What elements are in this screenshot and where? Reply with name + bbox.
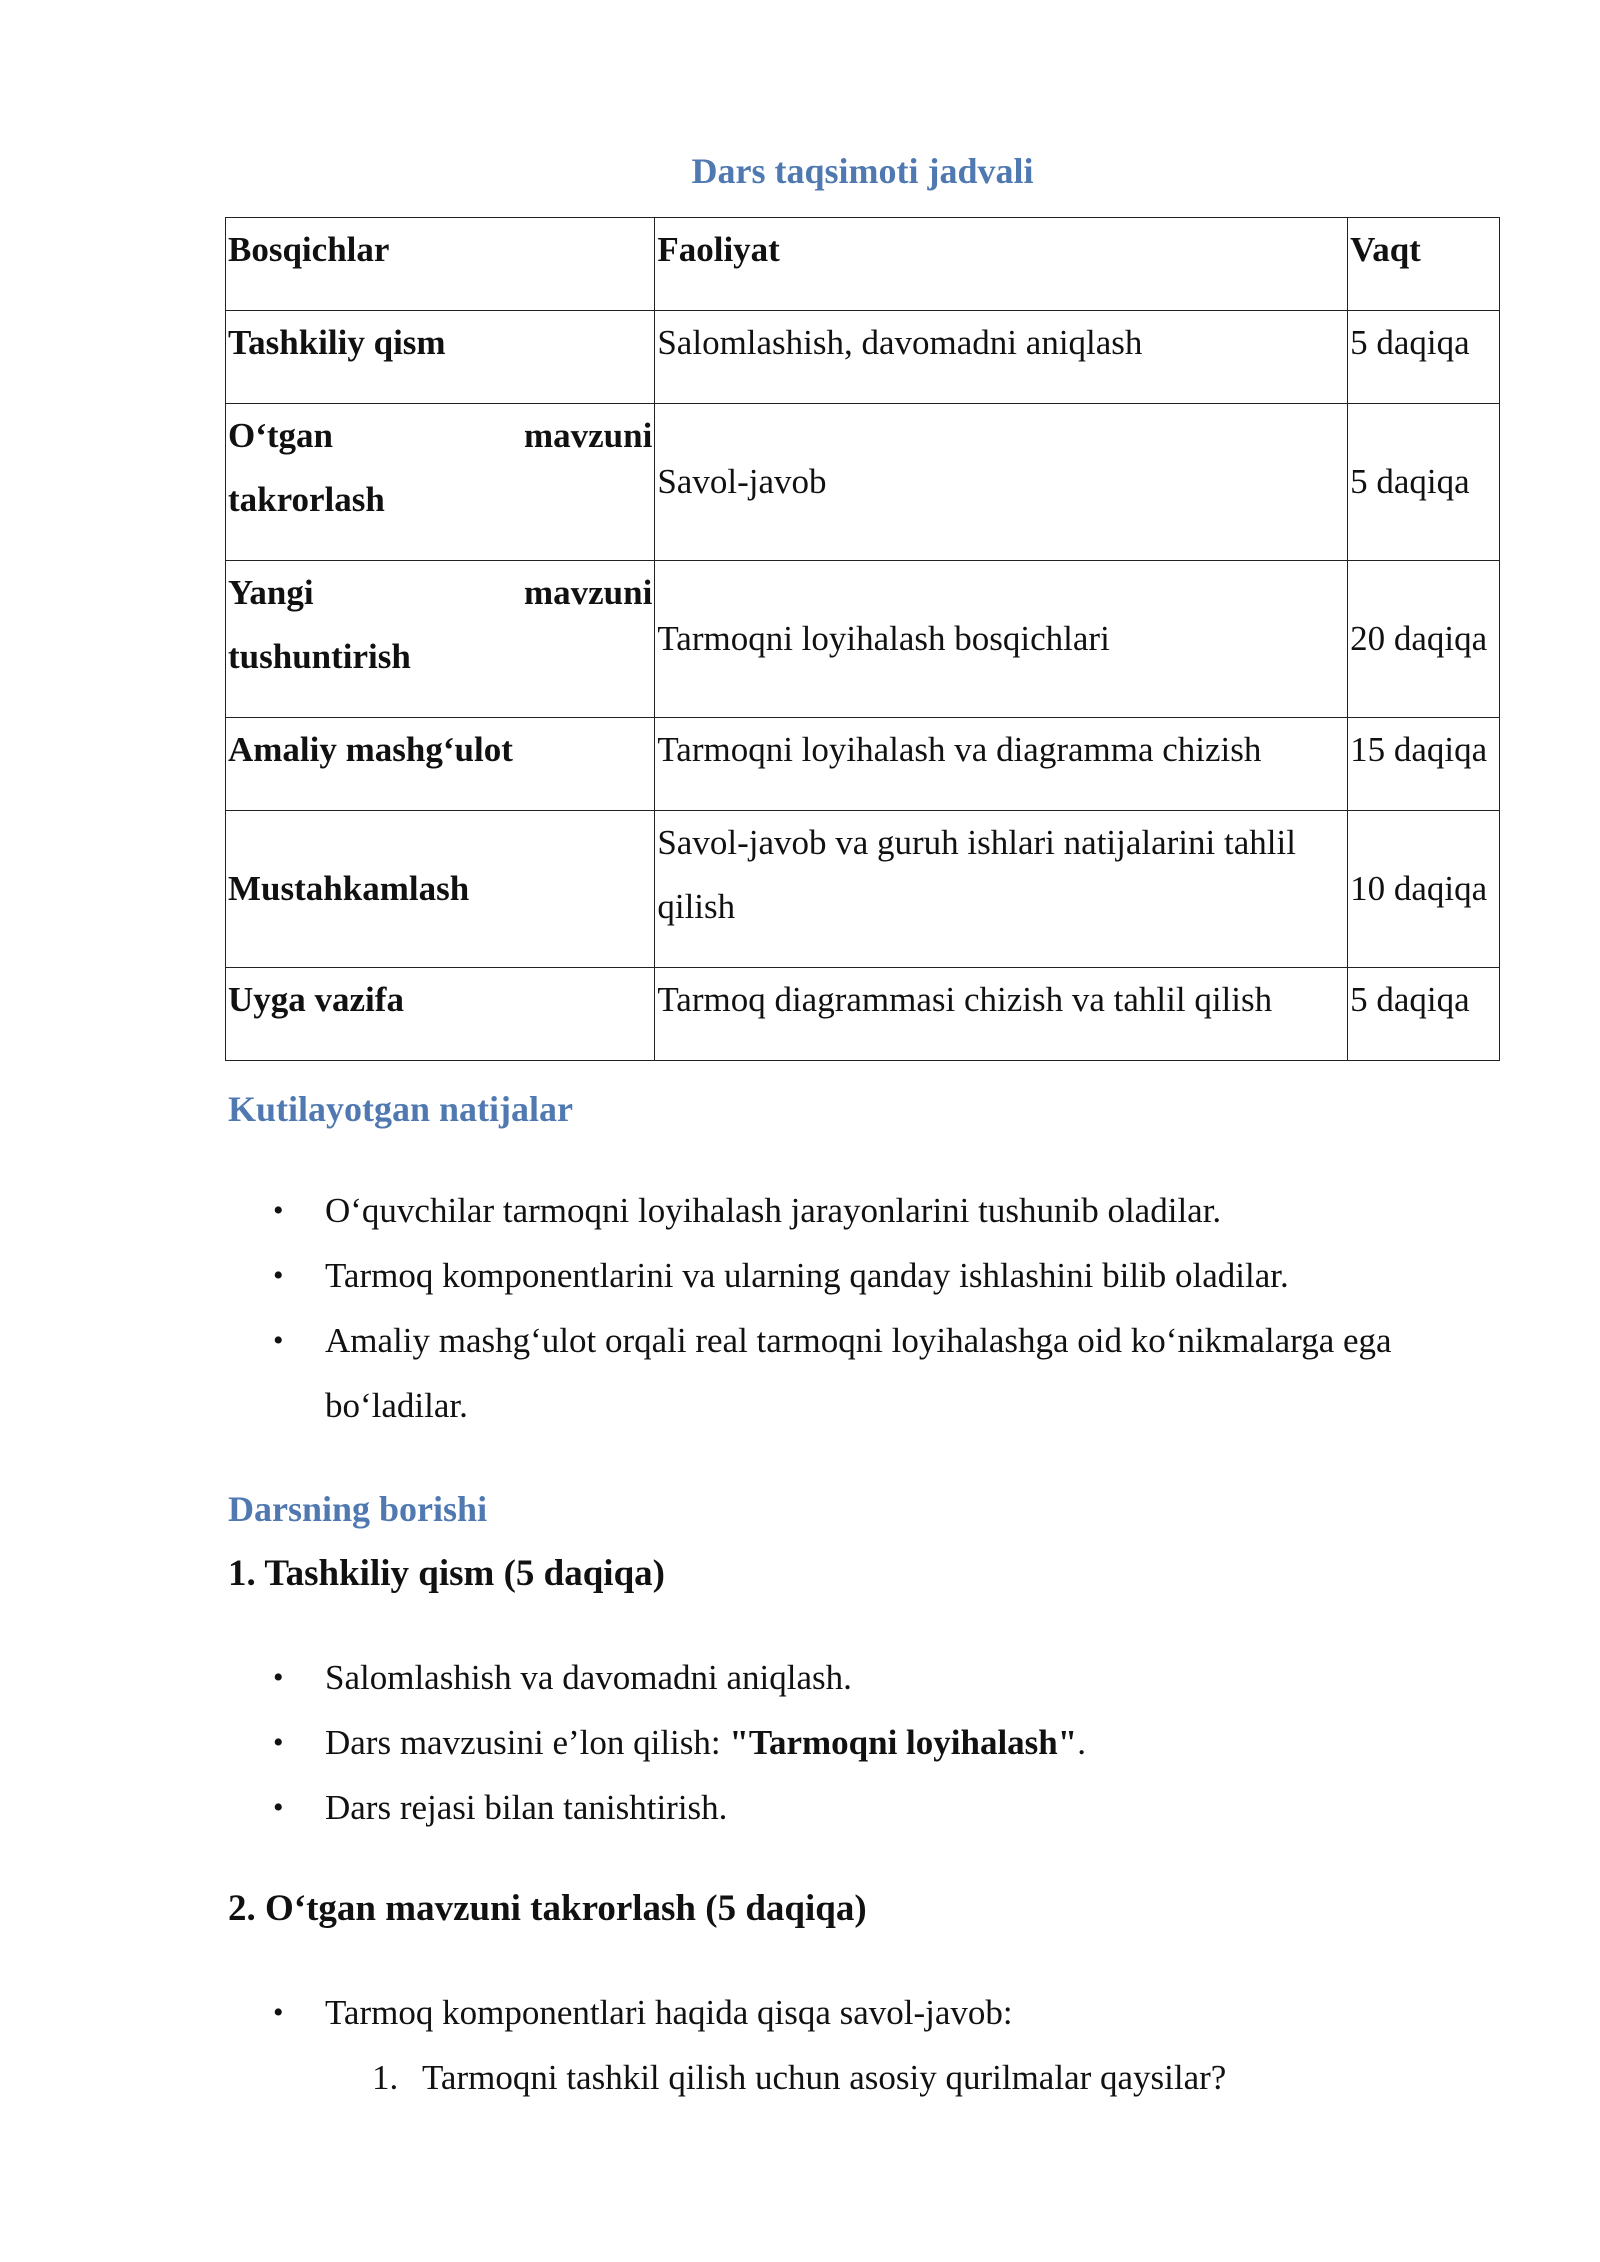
part2-title: 2. O‘tgan mavzuni takrorlash (5 daqiqa) — [228, 1888, 867, 1929]
part2-list — [228, 1980, 1508, 2110]
list-item — [228, 1243, 1508, 1308]
list-item-text: Amaliy mashg‘ulot orqali real tarmoqni loyihalashga oid ko‘nikmalarga ega bo‘ladilar. — [325, 1321, 1392, 1425]
document-title: Dars taqsimoti jadvali — [691, 151, 1034, 191]
lesson-schedule-table — [225, 217, 1500, 1061]
row-activity: Tarmoqni loyihalash bosqichlari — [655, 561, 1348, 718]
list-item-text: Tarmoqni tashkil qilish uchun asosiy qurilmalar qaysilar? — [422, 2058, 1227, 2097]
list-item-text: O‘quvchilar tarmoqni loyihalash jarayonlarini tushunib oladilar. — [325, 1191, 1222, 1230]
list-item — [325, 2045, 1508, 2110]
list-item — [228, 1178, 1508, 1243]
table-row — [226, 718, 1500, 811]
bullet-icon: • — [273, 1996, 284, 2029]
row-time: 15 daqiqa — [1348, 718, 1500, 811]
row-stage-word: Yangi — [228, 573, 314, 612]
part1-list — [228, 1645, 1508, 1840]
header-activity: Faoliyat — [655, 218, 1348, 311]
row-stage — [226, 404, 655, 561]
results-heading: Kutilayotgan natijalar — [228, 1089, 574, 1129]
bullet-icon: • — [273, 1259, 284, 1292]
table-row — [226, 811, 1500, 968]
row-stage-word: mavzuni — [523, 416, 653, 455]
row-stage-line: takrorlash — [228, 480, 385, 519]
row-stage: Amaliy mashg‘ulot — [226, 718, 655, 811]
header-stages: Bosqichlar — [226, 218, 655, 311]
list-item-text: Dars rejasi bilan tanishtirish. — [325, 1788, 728, 1827]
table-row — [226, 968, 1500, 1061]
list-number: 1. — [372, 2058, 399, 2097]
lesson-heading: Darsning borishi — [228, 1489, 488, 1529]
list-item — [228, 1645, 1508, 1710]
list-item — [228, 1710, 1508, 1775]
row-stage: Mustahkamlash — [226, 811, 655, 968]
list-item-text: Tarmoq komponentlari haqida qisqa savol-javob: — [325, 1993, 1013, 2032]
header-time: Vaqt — [1348, 218, 1500, 311]
bullet-icon: • — [273, 1791, 284, 1824]
bullet-icon: • — [273, 1194, 284, 1227]
list-item-text: Tarmoq komponentlarini va ularning qanday ishlashini bilib oladilar. — [325, 1256, 1289, 1295]
list-item — [228, 1980, 1508, 2110]
bullet-icon: • — [273, 1324, 284, 1357]
list-item-text: Salomlashish va davomadni aniqlash. — [325, 1658, 852, 1697]
row-time: 10 daqiqa — [1348, 811, 1500, 968]
row-stage-line: tushuntirish — [228, 637, 411, 676]
list-item — [228, 1308, 1508, 1438]
row-stage: Tashkiliy qism — [226, 311, 655, 404]
table-row — [226, 561, 1500, 718]
row-stage-word: mavzuni — [523, 573, 653, 612]
row-activity: Savol-javob va guruh ishlari natijalarini tahlil qilish — [655, 811, 1348, 968]
lesson-topic-name: "Tarmoqni loyihalash" — [729, 1723, 1078, 1762]
row-stage-word: O‘tgan — [228, 416, 333, 455]
row-activity: Tarmoqni loyihalash va diagramma chizish — [655, 718, 1348, 811]
row-time: 5 daqiqa — [1348, 404, 1500, 561]
row-activity: Savol-javob — [655, 404, 1348, 561]
list-item — [228, 1775, 1508, 1840]
list-item-punct: . — [1077, 1723, 1086, 1762]
table-row — [226, 311, 1500, 404]
row-stage-line — [228, 404, 652, 468]
row-activity: Salomlashish, davomadni aniqlash — [655, 311, 1348, 404]
bullet-icon: • — [273, 1726, 284, 1759]
results-list — [228, 1178, 1508, 1438]
row-time: 5 daqiqa — [1348, 968, 1500, 1061]
row-time: 5 daqiqa — [1348, 311, 1500, 404]
part2-sublist — [325, 2045, 1508, 2110]
table-row — [226, 404, 1500, 561]
row-time: 20 daqiqa — [1348, 561, 1500, 718]
part1-title: 1. Tashkiliy qism (5 daqiqa) — [228, 1553, 665, 1594]
row-stage: Uyga vazifa — [226, 968, 655, 1061]
bullet-icon: • — [273, 1661, 284, 1694]
list-item-text: Dars mavzusini e’lon qilish: — [325, 1723, 730, 1762]
row-stage-line — [228, 561, 652, 625]
row-activity: Tarmoq diagrammasi chizish va tahlil qilish — [655, 968, 1348, 1061]
row-stage — [226, 561, 655, 718]
table-header-row — [226, 218, 1500, 311]
